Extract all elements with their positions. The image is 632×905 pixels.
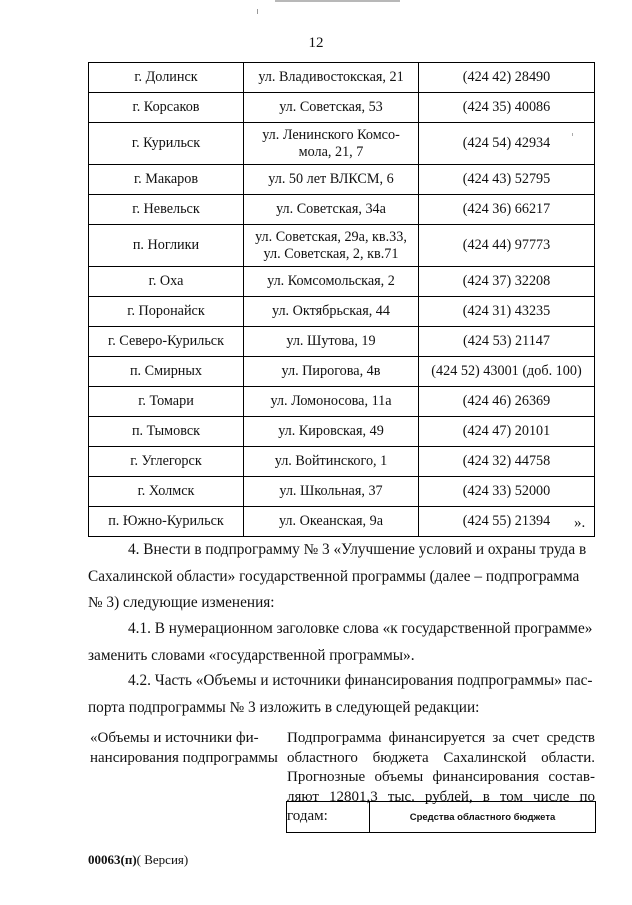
scan-speck xyxy=(257,9,258,14)
city-cell: п. Ноглики xyxy=(89,225,244,267)
text-line: заменить словами «государственной программы». xyxy=(88,646,415,664)
city-cell: г. Невельск xyxy=(89,195,244,225)
address-line: мола, 21, 7 xyxy=(298,143,364,160)
text-line: ляют 12801,3 тыс. рублей, в том числе по годам: xyxy=(287,788,595,824)
table-row xyxy=(89,93,595,123)
paragraph-item-4 xyxy=(88,537,597,617)
text-line: 4.2. Часть «Объемы и источники финансирования подпрограммы» пас- xyxy=(128,672,593,689)
address-line: ул. Школьная, 37 xyxy=(279,483,383,499)
address-line: ул. Кировская, 49 xyxy=(278,423,384,439)
address-cell xyxy=(244,165,419,195)
city-cell: г. Холмск xyxy=(89,477,244,507)
address-line: ул. Ломоносова, 11а xyxy=(270,393,392,409)
table-row xyxy=(287,802,596,833)
table-row xyxy=(89,267,595,297)
address-line: ул. Советская, 53 xyxy=(279,99,383,115)
page-number: 12 xyxy=(308,35,324,51)
address-line: ул. Ленинского Комсо- xyxy=(262,126,400,143)
phone-cell: (424 32) 44758 xyxy=(419,447,595,477)
document-footer xyxy=(88,852,188,868)
table-row xyxy=(89,507,595,537)
address-cell xyxy=(244,447,419,477)
address-cell xyxy=(244,357,419,387)
address-cell xyxy=(244,417,419,447)
budget-table xyxy=(286,801,596,833)
city-cell: г. Оха xyxy=(89,267,244,297)
closing-quote: ». xyxy=(574,515,586,531)
address-line: ул. Октябрьская, 44 xyxy=(272,303,390,319)
table-row xyxy=(89,63,595,93)
phone-cell: (424 42) 28490 xyxy=(419,63,595,93)
city-cell: г. Курильск xyxy=(89,123,244,165)
phone-cell: (424 46) 26369 xyxy=(419,387,595,417)
table-row xyxy=(89,297,595,327)
address-line: ул. Советская, 34а xyxy=(276,201,386,217)
phone-cell: (424 36) 66217 xyxy=(419,195,595,225)
phone-cell: (424 47) 20101 xyxy=(419,417,595,447)
address-cell xyxy=(244,195,419,225)
address-line: ул. Советская, 29а, кв.33, xyxy=(255,228,407,245)
city-cell: г. Поронайск xyxy=(89,297,244,327)
phone-cell: (424 53) 21147 xyxy=(419,327,595,357)
table-row xyxy=(89,447,595,477)
city-cell: г. Макаров xyxy=(89,165,244,195)
phone-cell: (424 31) 43235 xyxy=(419,297,595,327)
address-line: ул. Войтинского, 1 xyxy=(274,453,388,469)
budget-table-header: Средства областного бюджета xyxy=(370,802,596,833)
address-cell xyxy=(244,507,419,537)
address-line: ул. Пирогова, 4в xyxy=(281,363,381,379)
text-line: 4. Внести в подпрограмму № 3 «Улучшение условий и охраны труда в xyxy=(128,541,587,558)
address-line: ул. Шутова, 19 xyxy=(286,333,376,349)
address-cell xyxy=(244,297,419,327)
address-cell xyxy=(244,267,419,297)
table-row xyxy=(89,357,595,387)
text-line: нансирования подпрограммы xyxy=(90,749,278,766)
address-cell xyxy=(244,63,419,93)
text-line: 4.1. В нумерационном заголовке слова «к государственной программе» xyxy=(128,620,593,637)
city-cell: п. Южно-Курильск xyxy=(89,507,244,537)
address-line: ул. 50 лет ВЛКСМ, 6 xyxy=(268,171,394,187)
table-row xyxy=(89,195,595,225)
address-cell xyxy=(244,93,419,123)
city-cell: п. Тымовск xyxy=(89,417,244,447)
city-cell: г. Томари xyxy=(89,387,244,417)
address-cell xyxy=(244,327,419,357)
table-row xyxy=(89,477,595,507)
text-line: порта подпрограммы № 3 изложить в следующей редакции: xyxy=(88,698,480,716)
address-table xyxy=(88,62,595,537)
table-row xyxy=(89,387,595,417)
address-line: ул. Владивостокская, 21 xyxy=(258,69,404,85)
city-cell: г. Долинск xyxy=(89,63,244,93)
city-cell: г. Углегорск xyxy=(89,447,244,477)
city-cell: п. Смирных xyxy=(89,357,244,387)
text-line: областного бюджета Сахалинской области. xyxy=(287,749,595,766)
address-cell xyxy=(244,123,419,165)
address-line: ул. Комсомольская, 2 xyxy=(267,273,395,289)
city-cell: г. Корсаков xyxy=(89,93,244,123)
document-code: 00063(п) xyxy=(88,852,137,867)
phone-cell: (424 54) 42934 xyxy=(419,123,595,165)
phone-cell: (424 37) 32208 xyxy=(419,267,595,297)
text-line: Подпрограмма финансируется за счет средств xyxy=(287,730,595,746)
text-line: «Объемы и источники фи- xyxy=(90,730,259,746)
table-row xyxy=(89,225,595,267)
phone-cell: (424 52) 43001 (доб. 100) xyxy=(419,357,595,387)
phone-cell: (424 43) 52795 xyxy=(419,165,595,195)
address-cell xyxy=(244,477,419,507)
table-row xyxy=(89,165,595,195)
text-line: № 3) следующие изменения: xyxy=(88,594,275,611)
phone-cell: (424 35) 40086 xyxy=(419,93,595,123)
paragraph-item-4-1 xyxy=(88,616,597,669)
phone-cell: (424 55) 21394 xyxy=(419,507,595,537)
document-version: ( Версия) xyxy=(136,852,189,867)
text-line: Сахалинской области» государственной программы (далее – подпрограмма xyxy=(88,567,580,585)
paragraph-item-4-2 xyxy=(88,668,597,721)
phone-cell: (424 33) 52000 xyxy=(419,477,595,507)
city-cell: г. Северо-Курильск xyxy=(89,327,244,357)
address-line: ул. Океанская, 9а xyxy=(278,513,384,529)
table-row xyxy=(89,123,595,165)
table-row xyxy=(89,417,595,447)
address-line: ул. Советская, 2, кв.71 xyxy=(263,245,399,262)
text-line: Прогнозные объемы финансирования состав- xyxy=(287,769,595,785)
address-cell xyxy=(244,387,419,417)
address-table-body xyxy=(89,63,595,537)
phone-cell: (424 44) 97773 xyxy=(419,225,595,267)
passport-label xyxy=(90,729,282,768)
table-row xyxy=(89,327,595,357)
scan-mark xyxy=(275,0,400,2)
address-cell xyxy=(244,225,419,267)
budget-table-cell xyxy=(287,802,370,833)
